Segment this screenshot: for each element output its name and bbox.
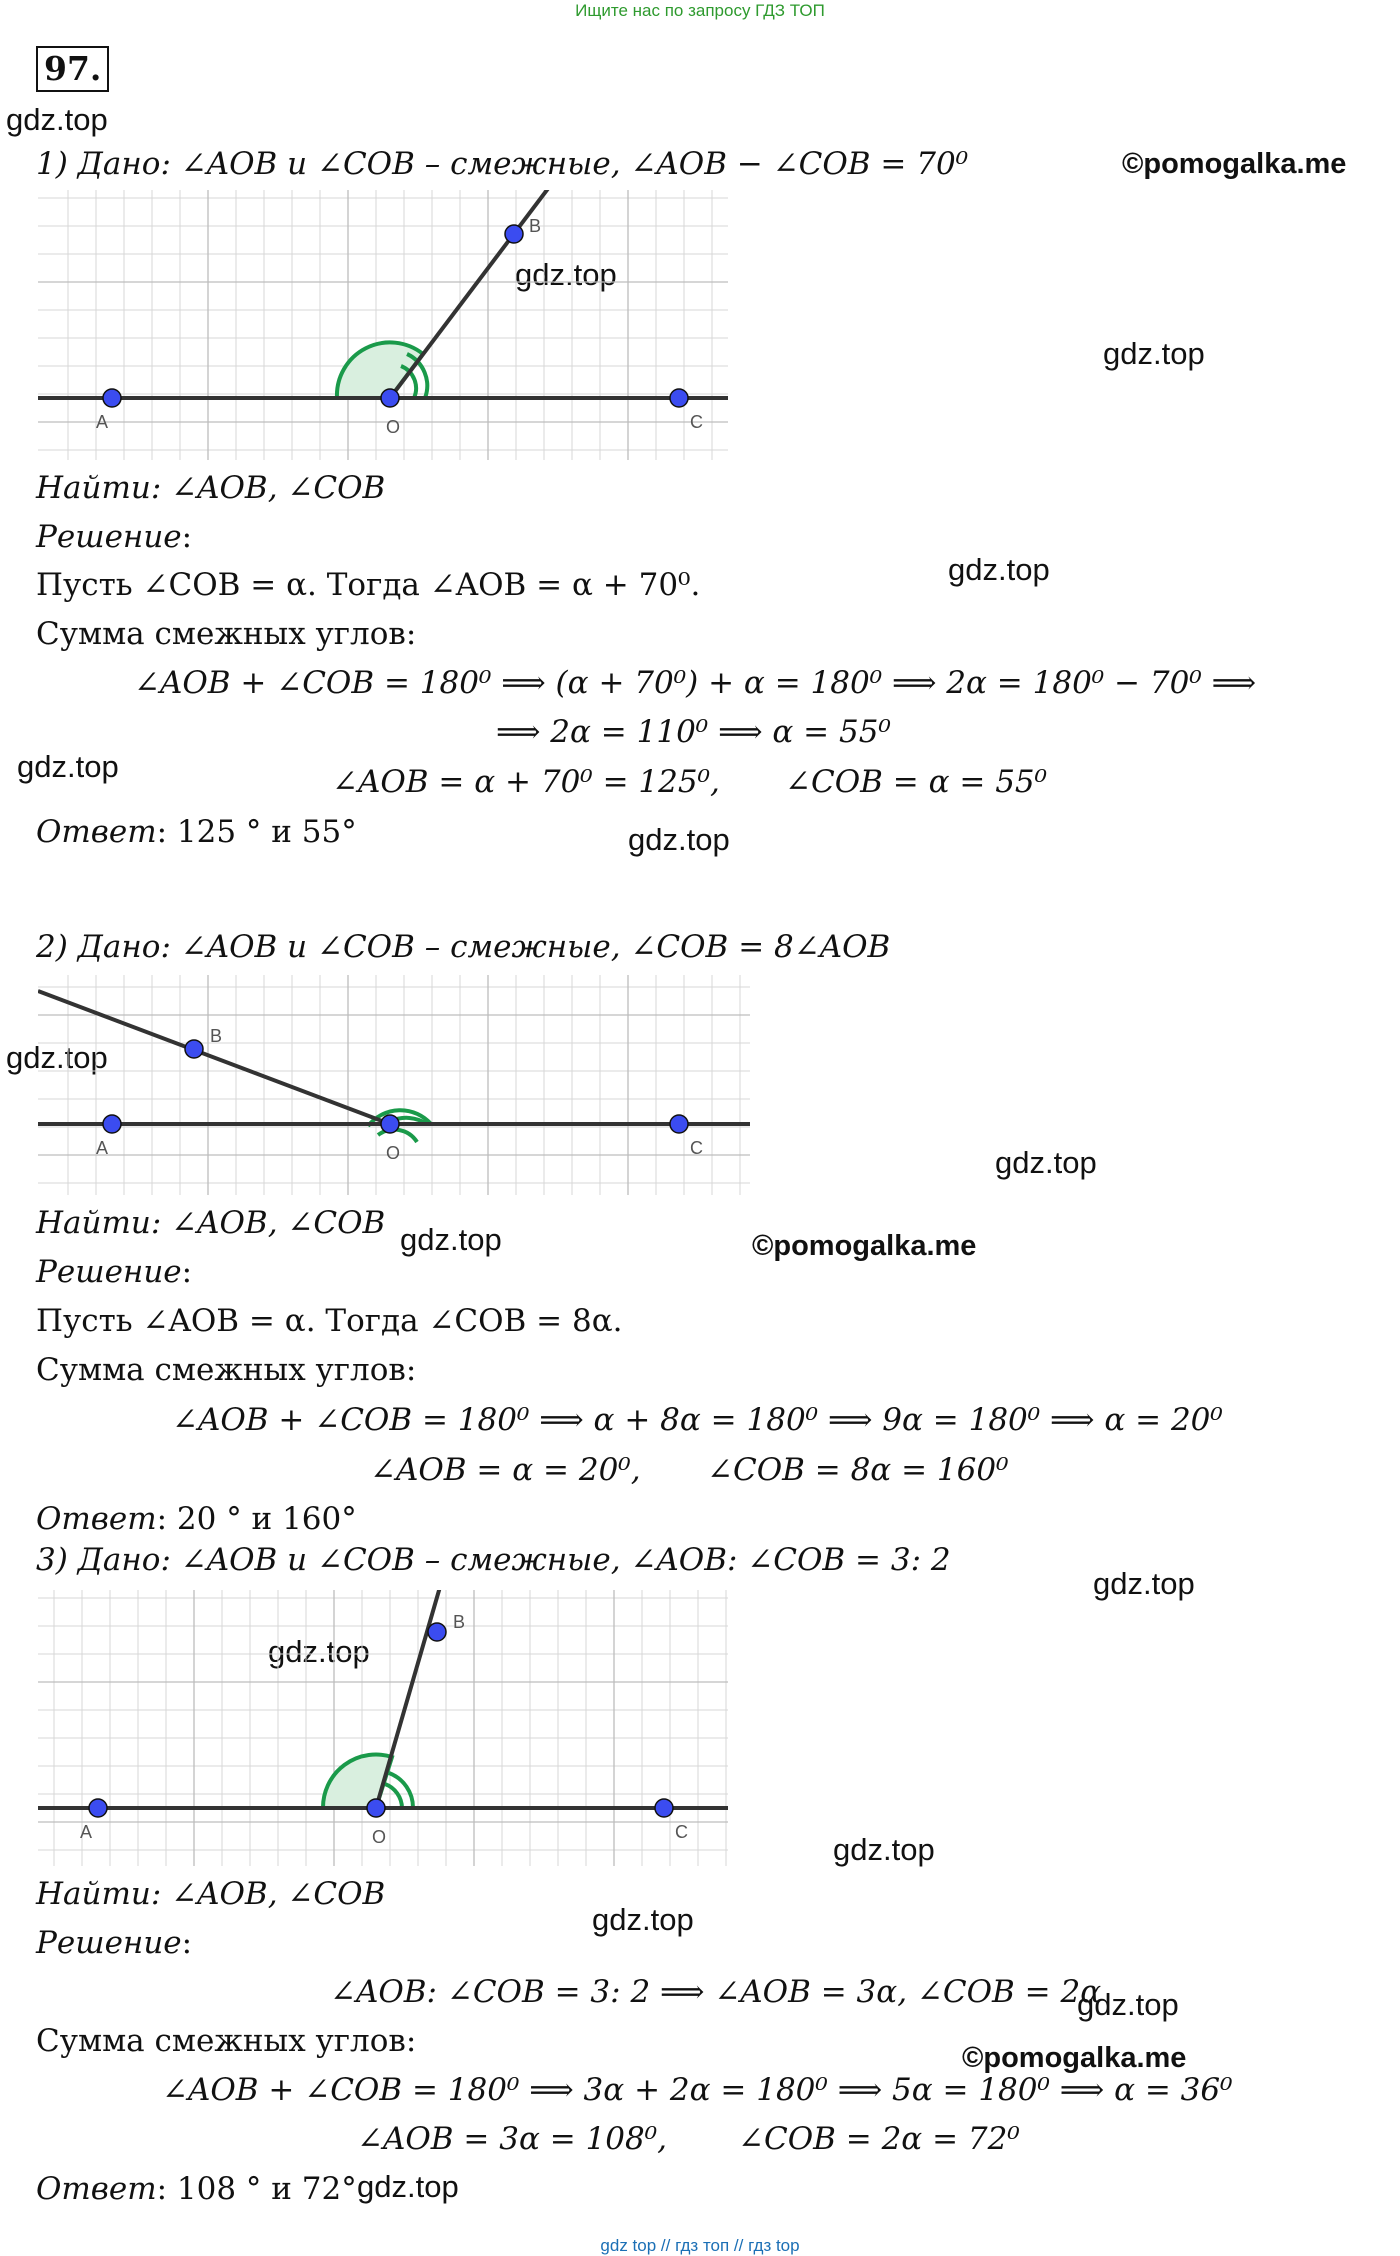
- find-label: Найти: [36, 1876, 151, 1912]
- watermark-gdz: gdz.top: [948, 552, 1050, 587]
- answer-label: Ответ: [36, 1501, 157, 1537]
- part1-given: [36, 146, 968, 182]
- watermark-gdz: gdz.top: [1093, 1566, 1195, 1601]
- solution-label: Решение: [36, 1925, 182, 1961]
- label-o: O: [372, 1827, 387, 1847]
- watermark-gdz: gdz.top: [515, 257, 617, 292]
- find-text: : ∠AOB, ∠COB: [150, 1876, 386, 1912]
- point-c: [655, 1799, 673, 1817]
- part2-solution: [36, 1254, 192, 1290]
- part2-eq2a: ∠AOB = α = 20⁰,: [370, 1452, 641, 1488]
- part1-let: Пусть ∠COB = α. Тогда ∠AOB = α + 70⁰.: [36, 567, 701, 603]
- part2-eq1: ∠AOB + ∠COB = 180⁰ ⟹ α + 8α = 180⁰ ⟹ 9α = 180⁰ ⟹ α = 20⁰: [172, 1402, 1223, 1438]
- part1-eq3b: ∠COB = α = 55⁰: [785, 764, 1048, 800]
- part2-let: Пусть ∠AOB = α. Тогда ∠COB = 8α.: [36, 1303, 623, 1339]
- solution-colon: :: [181, 519, 193, 555]
- label-a: A: [96, 1138, 109, 1158]
- watermark-gdz: gdz.top: [628, 822, 730, 857]
- part3-find: [36, 1876, 385, 1912]
- part1-eq2: ⟹ 2α = 110⁰ ⟹ α = 55⁰: [496, 714, 891, 750]
- point-o: [381, 389, 399, 407]
- label-c: C: [690, 1138, 703, 1158]
- grid-major: [38, 190, 728, 460]
- diagram-part2: [38, 975, 758, 1197]
- angle-cob-arc-inner: [385, 1784, 402, 1808]
- given-text: : ∠AOB и ∠COB – смежные, ∠AOB: ∠COB = 3: 2: [160, 1542, 951, 1578]
- given-label: 1) Дано: [36, 146, 161, 182]
- answer-text: : 125 ° и 55°: [156, 814, 357, 850]
- diagram-part1: [38, 190, 738, 462]
- given-text: : ∠AOB и ∠COB – смежные, ∠AOB − ∠COB = 70⁰: [160, 146, 969, 182]
- ray-ob: [376, 1590, 442, 1808]
- label-b: B: [210, 1026, 223, 1046]
- watermark-pomogalka: ©pomogalka.me: [752, 1230, 977, 1262]
- part3-eq2b: ∠COB = 2α = 72⁰: [738, 2121, 1020, 2157]
- point-c: [670, 389, 688, 407]
- watermark-gdz: gdz.top: [1103, 336, 1205, 371]
- part1-eq3a: ∠AOB = α + 70⁰ = 125⁰,: [332, 764, 720, 800]
- point-a: [103, 389, 121, 407]
- part3-solution: [36, 1925, 192, 1961]
- ray-ob: [38, 991, 390, 1124]
- watermark-gdz: gdz.top: [400, 1222, 502, 1257]
- watermark-gdz: gdz.top: [6, 1040, 108, 1075]
- point-b: [505, 225, 523, 243]
- given-label: 3) Дано: [36, 1542, 161, 1578]
- watermark-gdz: gdz.top: [268, 1634, 370, 1669]
- part1-answer: [36, 814, 357, 850]
- label-o: O: [386, 1143, 401, 1163]
- point-b: [428, 1623, 446, 1641]
- diagram-part3: [38, 1590, 738, 1868]
- watermark-gdz: gdz.top: [833, 1832, 935, 1867]
- solution-colon: :: [181, 1254, 193, 1290]
- top-banner: Ищите нас по запросу ГДЗ ТОП: [575, 1, 825, 20]
- point-b: [185, 1040, 203, 1058]
- label-c: C: [690, 412, 703, 432]
- find-text: : ∠AOB, ∠COB: [150, 1205, 386, 1241]
- bottom-banner: gdz top // гдз топ // гдз top: [600, 2236, 800, 2255]
- grid: [38, 1590, 728, 1866]
- watermark-gdz: gdz.top: [995, 1145, 1097, 1180]
- watermark-gdz: gdz.top: [6, 102, 108, 137]
- label-a: A: [96, 412, 109, 432]
- label-b: B: [453, 1612, 466, 1632]
- find-text: : ∠AOB, ∠COB: [150, 470, 386, 506]
- label-o: O: [386, 417, 401, 437]
- part3-given: [36, 1542, 951, 1578]
- part3-sum-label: Сумма смежных углов:: [36, 2023, 417, 2059]
- part1-eq1: ∠AOB + ∠COB = 180⁰ ⟹ (α + 70⁰) + α = 180⁰ ⟹ 2α = 180⁰ − 70⁰ ⟹: [134, 665, 1257, 701]
- watermark-gdz: gdz.top: [357, 2169, 459, 2204]
- find-label: Найти: [36, 470, 151, 506]
- grid-major: [38, 1590, 728, 1866]
- part2-sum-label: Сумма смежных углов:: [36, 1352, 417, 1388]
- answer-text: : 20 ° и 160°: [156, 1501, 357, 1537]
- point-a: [103, 1115, 121, 1133]
- part3-ratio: ∠AOB: ∠COB = 3: 2 ⟹ ∠AOB = 3α, ∠COB = 2α: [330, 1974, 1102, 2010]
- point-a: [89, 1799, 107, 1817]
- answer-label: Ответ: [36, 814, 157, 850]
- given-label: 2) Дано: [36, 929, 161, 965]
- part3-eq2a: ∠AOB = 3α = 108⁰,: [357, 2121, 668, 2157]
- part2-given: [36, 929, 890, 965]
- watermark-gdz: gdz.top: [1077, 1987, 1179, 2022]
- find-label: Найти: [36, 1205, 151, 1241]
- part3-answer: [36, 2171, 357, 2207]
- part1-sum-label: Сумма смежных углов:: [36, 616, 417, 652]
- part2-find: [36, 1205, 385, 1241]
- grid: [38, 190, 728, 460]
- answer-label: Ответ: [36, 2171, 157, 2207]
- label-a: A: [80, 1822, 93, 1842]
- label-b: B: [529, 216, 542, 236]
- point-c: [670, 1115, 688, 1133]
- part3-eq1: ∠AOB + ∠COB = 180⁰ ⟹ 3α + 2α = 180⁰ ⟹ 5α = 180⁰ ⟹ α = 36⁰: [162, 2072, 1233, 2108]
- solution-colon: :: [181, 1925, 193, 1961]
- solution-label: Решение: [36, 519, 182, 555]
- label-c: C: [675, 1822, 688, 1842]
- watermark-pomogalka: ©pomogalka.me: [1122, 148, 1347, 180]
- answer-text: : 108 ° и 72°: [156, 2171, 357, 2207]
- problem-number: 97.: [36, 46, 109, 92]
- part2-eq2b: ∠COB = 8α = 160⁰: [707, 1452, 1009, 1488]
- angle-aob-arc: [323, 1755, 392, 1808]
- part1-solution: [36, 519, 192, 555]
- point-o: [381, 1115, 399, 1133]
- watermark-gdz: gdz.top: [17, 749, 119, 784]
- given-text: : ∠AOB и ∠COB – смежные, ∠COB = 8∠AOB: [160, 929, 891, 965]
- solution-label: Решение: [36, 1254, 182, 1290]
- watermark-gdz: gdz.top: [592, 1902, 694, 1937]
- watermark-pomogalka: ©pomogalka.me: [962, 2042, 1187, 2074]
- point-o: [367, 1799, 385, 1817]
- part1-find: [36, 470, 385, 506]
- part2-answer: [36, 1501, 357, 1537]
